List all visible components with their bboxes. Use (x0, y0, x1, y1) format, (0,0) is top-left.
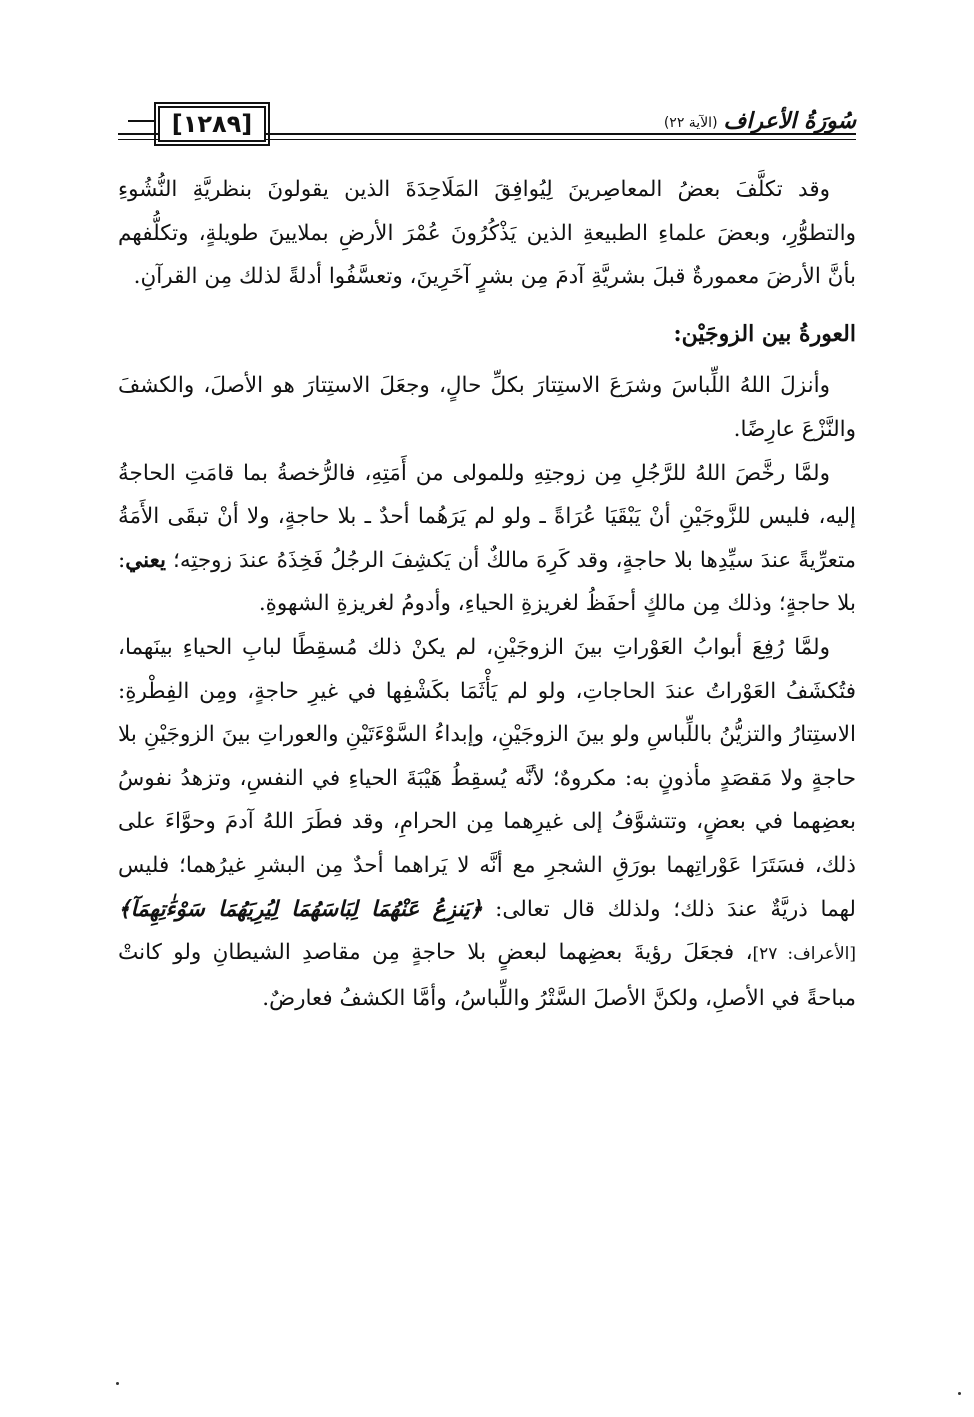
paragraph-evolution: وقد تكلَّفَ بعضُ المعاصِرينَ لِيُوافِقَ المَلَاحِدَةَ الذين يقولونَ بنظريَّةِ النُّشُوءِ والتطوُّرِ، وبعضَ علماءِ الطبيعةِ الذين يَذْكُرُونَ عُمْرَ الأرضِ بملايينَ طويلةٍ، وتكلُّفهم بأنَّ الأرضَ معمورةٌ قبلَ بشريَّةِ آدمَ مِن بشرٍ آخَرِينَ، وتعسَّفُوا أدلةً لذلك مِن القرآنِ. (118, 177, 856, 290)
surah-name: سُورَةُ الأعراف (723, 108, 856, 134)
quran-verse: ﴿يَنزِعُ عَنْهُمَا لِبَاسَهُمَا لِيُرِيَهُمَا سَوْءَٰتِهِمَآ﴾ (118, 896, 483, 922)
paragraph-clothing: وأنزلَ اللهُ اللِّباسَ وشرَعَ الاستِتارَ بكلِّ حالٍ، وجعَلَ الاستِتارَ هو الأصلَ، والكشفَ والنَّزْعَ عارِضًا. (118, 373, 856, 442)
paragraph-allowance-text-a: ولمَّا رخَّصَ اللهُ للرَّجُلِ مِن زوجتِهِ وللمولى من أَمَتِهِ، فالرُّخصةُ بما قامَتِ الحاجةُ إليه، فليس للزَّوجَيْنِ أنْ يَبْقَيَا عُرَاةً ـ ولو لم يَرَهُما أحدٌ ـ بلا حاجةٍ، ولا أنْ تبقَى الأَمَةُ متعرِّيةً عندَ سيِّدِها بلا حاجةٍ، وقد كَرِهَ مالكٌ أن يَكشِفَ الرجُلُ فَخِذَهُ عندَ زوجتِه؛ (118, 460, 856, 573)
running-title (664, 100, 856, 134)
scan-speck (958, 1392, 961, 1395)
paragraph-modesty (118, 626, 856, 1020)
ayah-label: (الآية ٢٢) (663, 115, 718, 131)
paragraph-modesty-text-b: ، فجعَلَ رؤيةَ بعضِهما لبعضٍ بلا حاجةٍ مِن مقاصدِ الشيطانِ ولو كانتْ مباحةً في الأصلِ، ولكنَّ الأصلَ السَّتْرُ واللِّباسُ، وأمَّا الكشفُ فعارضٌ. (118, 940, 856, 1011)
scan-speck (116, 1382, 119, 1385)
paragraph-modesty-text-a: ولمَّا رُفِعَ أبوابُ العَوْراتِ بينَ الزوجَيْنِ، لم يكنْ ذلك مُسقِطًا لبابِ الحياءِ بينَهما، فتُكشَفُ العَوْراتُ عندَ الحاجاتِ، ولو لم يَأْثَمَا بكَشْفِها في غيرِ حاجةٍ، ومِن الفِطْرةِ: الاستِتارُ والتزيُّنُ باللِّباسِ ولو بينَ الزوجَيْنِ، وإبداءُ السَّوْءَتَيْنِ والعوراتِ بينَ الزوجَيْنِ بلا حاجةٍ ولا مَقصَدٍ مأذونٍ به: مكروهٌ؛ لأنَّه يُسقِطُ هَيْبَةَ الحياءِ في النفسِ، وتزهدُ نفوسُ بعضِهما في بعضٍ، وتتشوَّفُ إلى غيرِهما مِن الحرامِ، وقد فطَرَ اللهُ آدمَ وحوَّاءَ على ذلك، فسَتَرَا عَوْراتِهما بورَقِ الشجرِ مع أنَّه لا يَراهما أحدٌ مِن البشرِ غيرُهما؛ فليس لهما ذريَّةٌ عندَ ذلك؛ ولذلك قال تعالى: (118, 634, 856, 922)
section-heading: العورةُ بين الزوجَيْن: (673, 320, 856, 347)
paragraph-allowance (118, 452, 856, 626)
page-body (118, 168, 856, 1020)
page-number: [١٢٨٩] (158, 106, 266, 142)
meaning-keyword: يعني (125, 547, 167, 573)
page-header (118, 100, 856, 148)
verse-citation: [الأعراف: ٢٧] (752, 944, 856, 965)
header-rule-stub (128, 120, 156, 122)
paragraph-allowance-text-b: : بلا حاجةٍ؛ وذلك مِن مالكٍ أحفَظُ لغريزةِ الحياءِ، وأدومُ لغريزةِ الشهوةِ. (118, 547, 856, 617)
